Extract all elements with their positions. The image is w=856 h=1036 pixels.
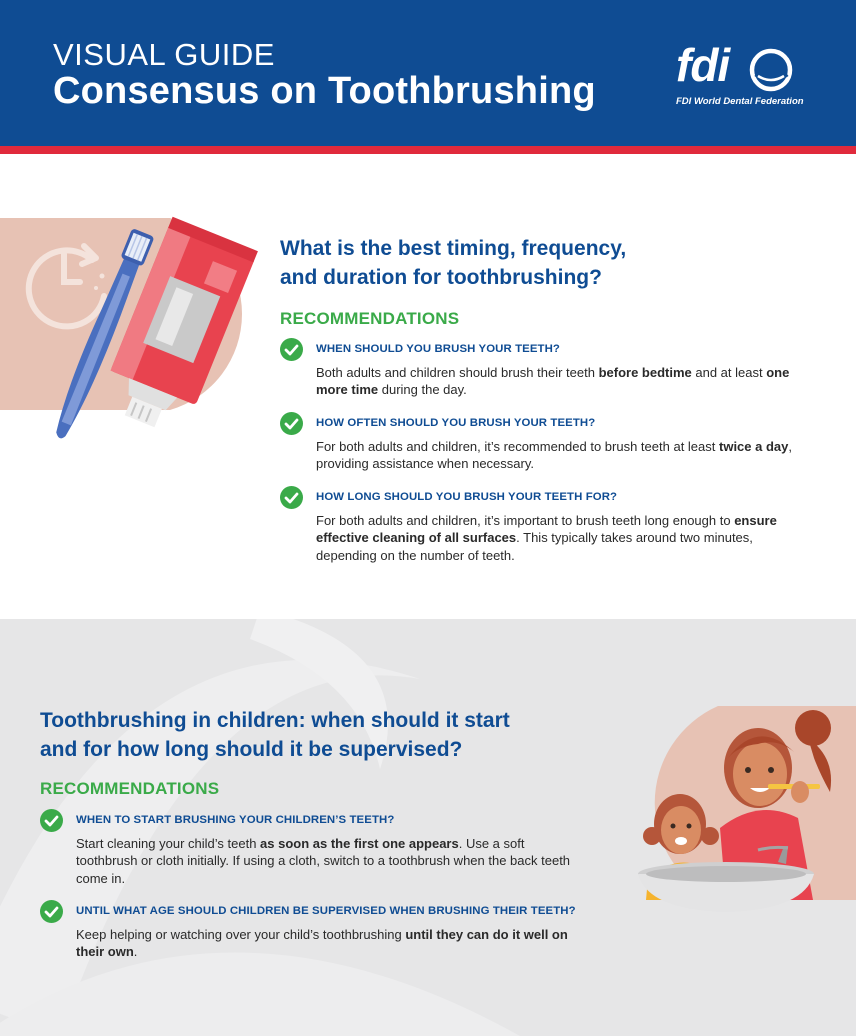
section1-title-line2: and duration for toothbrushing? [280, 266, 602, 289]
answer-text: For both adults and children, it’s recommended to brush teeth at least [316, 439, 719, 454]
logo-wordmark: fdi [676, 39, 730, 91]
section1-answer-how-long [316, 512, 816, 564]
answer-emphasis: until they can do it well on their own [76, 927, 568, 960]
section2-question-start: WHEN TO START BRUSHING YOUR CHILDREN’S TEETH? [76, 814, 395, 826]
check-circle-icon [280, 486, 303, 509]
answer-emphasis: one more time [316, 365, 790, 398]
section2-answer-start [76, 835, 581, 887]
check-circle-icon [280, 412, 303, 435]
section2-item-supervised [40, 900, 600, 970]
section1-question-how-long: HOW LONG SHOULD YOU BRUSH YOUR TEETH FOR? [316, 491, 618, 503]
fdi-logo-icon [672, 39, 804, 110]
section1-title-line1: What is the best timing, frequency, [280, 237, 627, 260]
check-circle-icon [40, 900, 63, 923]
answer-text: Keep helping or watching over your child’s toothbrushing [76, 927, 406, 942]
answer-text: For both adults and children, it’s important to brush teeth long enough to [316, 513, 735, 528]
answer-text: during the day. [378, 382, 467, 398]
header-stripe [0, 146, 856, 154]
section2-recommendations-heading: RECOMMENDATIONS [40, 779, 220, 798]
answer-text: , providing assistance when necessary. [316, 439, 792, 472]
section2-title-line2: and for how long should it be supervised? [40, 738, 463, 761]
children-brushing-illustration [608, 688, 856, 918]
answer-emphasis: twice a day [719, 439, 789, 454]
section1-question-how-often: HOW OFTEN SHOULD YOU BRUSH YOUR TEETH? [316, 417, 596, 429]
check-circle-icon [280, 338, 303, 361]
toothbrush-toothpaste-illustration [0, 210, 270, 450]
section1-recommendations-heading: RECOMMENDATIONS [280, 309, 460, 328]
section2-answer-supervised [76, 926, 586, 961]
answer-text: . This typically takes around two minutes, depending on the number of teeth. [316, 530, 753, 563]
section1-answer-how-often [316, 438, 816, 473]
answer-emphasis: ensure effective cleaning of all surfaces [316, 513, 777, 546]
header-kicker: VISUAL GUIDE [53, 37, 275, 72]
answer-text: Start cleaning your child’s teeth [76, 836, 261, 851]
answer-emphasis: as soon as the first one appears [260, 836, 459, 851]
section1-title [280, 234, 800, 292]
section1-item-how-often [280, 412, 820, 482]
logo-subtitle: FDI World Dental Federation [676, 96, 804, 107]
answer-text: . [133, 944, 138, 960]
check-circle-icon [40, 809, 63, 832]
answer-text: . Use a soft toothbrush or cloth initially. If using a cloth, switch to a toothbrush when the back teeth come in. [76, 836, 571, 886]
section2-item-start [40, 809, 600, 889]
section1-question-when: WHEN SHOULD YOU BRUSH YOUR TEETH? [316, 343, 560, 355]
section2-title-line1: Toothbrushing in children: when should it start [40, 709, 510, 732]
section2-title [40, 706, 600, 764]
answer-text: and at least [691, 365, 767, 380]
section2-question-supervised: UNTIL WHAT AGE SHOULD CHILDREN BE SUPERVISED WHEN BRUSHING THEIR TEETH? [76, 905, 576, 917]
header-banner [0, 0, 856, 146]
section1-answer-when [316, 364, 816, 399]
answer-text: Both adults and children should brush their teeth [316, 365, 599, 380]
page-title: Consensus on Toothbrushing [53, 70, 596, 112]
section1-item-how-long [280, 486, 820, 576]
answer-emphasis: before bedtime [598, 365, 692, 380]
section1-item-when [280, 338, 820, 408]
